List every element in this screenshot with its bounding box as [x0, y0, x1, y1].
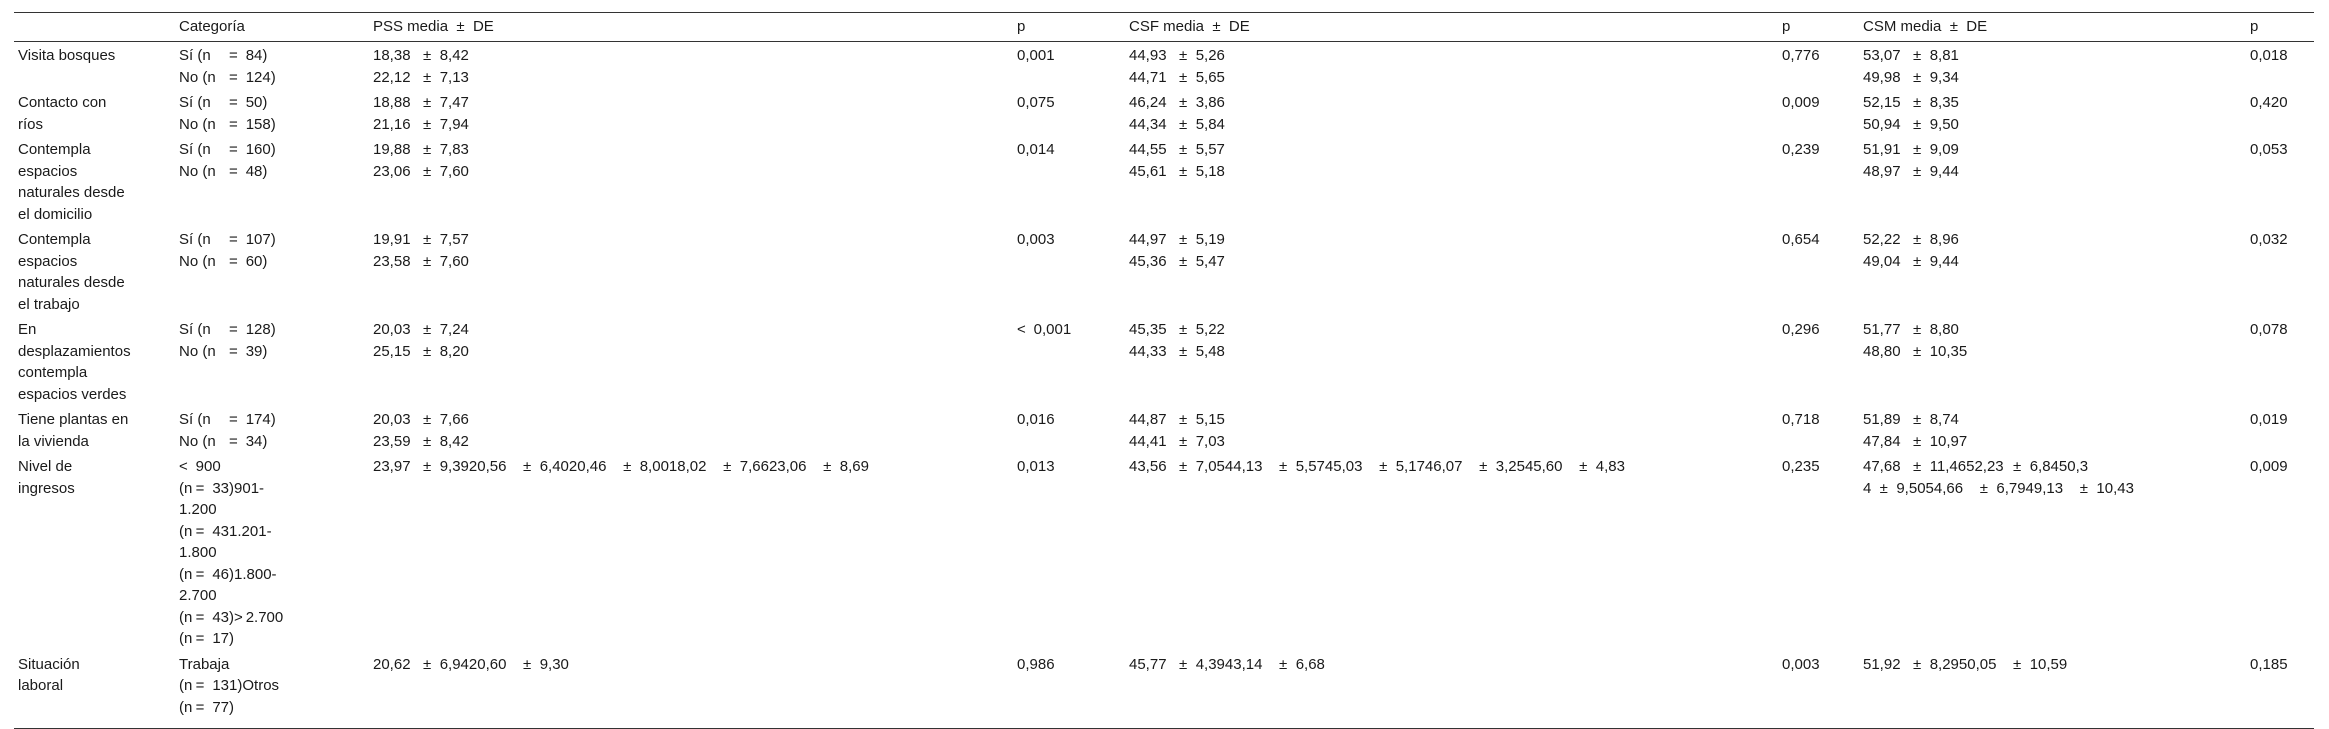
cell-pss: [369, 42, 1013, 91]
cell-variable: [14, 652, 175, 729]
cell-p-csf-line: 0,003: [1782, 655, 1820, 673]
cell-p-csm-line: 0,009: [2250, 458, 2288, 475]
cell-csf-line: 45,77 ± 4,3943,14 ± 6,68: [1129, 655, 1325, 673]
cell-pss-line: 18,88 ± 7,47: [373, 94, 469, 111]
cell-categoria: [175, 317, 369, 407]
cell-variable-line: En: [18, 321, 37, 338]
cell-variable-line: Contempla: [18, 231, 91, 248]
cell-csm-line: 52,22 ± 8,96: [1863, 231, 1959, 248]
header-p-pss: p: [1013, 13, 1125, 42]
cell-categoria-line: Sí (n = 107): [179, 231, 276, 248]
cell-variable-line: Situación: [18, 655, 80, 673]
cell-pss-line: 23,06 ± 7,60: [373, 162, 469, 180]
header-pss: PSS media ± DE: [369, 13, 1013, 42]
cell-categoria-line: No (n = 124): [179, 68, 276, 86]
cell-csf-line: 44,87 ± 5,15: [1129, 411, 1225, 428]
cell-csm-line: 50,94 ± 9,50: [1863, 115, 1959, 133]
cell-csm-line: 51,77 ± 8,80: [1863, 321, 1959, 338]
cell-categoria-line: Sí (n = 160): [179, 141, 276, 158]
cell-p-pss: [1013, 90, 1125, 137]
cell-p-pss-line: 0,003: [1017, 231, 1055, 248]
cell-p-pss: [1013, 137, 1125, 227]
cell-pss: [369, 90, 1013, 137]
cell-pss-line: 23,58 ± 7,60: [373, 252, 469, 270]
header-variable: [14, 13, 175, 42]
cell-categoria-line: No (n = 48): [179, 162, 268, 180]
cell-csm-line: 49,98 ± 9,34: [1863, 68, 1959, 86]
cell-categoria-line: No (n = 60): [179, 252, 268, 270]
cell-csm-line: 53,07 ± 8,81: [1863, 47, 1959, 64]
cell-p-csf: [1778, 90, 1859, 137]
cell-csf: [1125, 454, 1778, 652]
cell-variable-line: Nivel de: [18, 458, 73, 475]
header-row: [14, 13, 2314, 42]
cell-categoria-line: (n = 46)1.800-: [179, 565, 277, 583]
cell-variable-line: espacios: [18, 162, 78, 180]
cell-csf-line: 43,56 ± 7,0544,13 ± 5,5745,03 ± 5,1746,07 ± 3,2545,60 ± 4,83: [1129, 458, 1625, 475]
cell-csm: [1859, 90, 2246, 137]
cell-p-csf-line: 0,776: [1782, 47, 1820, 64]
cell-p-csm: [2246, 317, 2314, 407]
cell-p-csf-line: 0,296: [1782, 321, 1820, 338]
table-row: [14, 137, 2314, 227]
cell-variable-line: espacios: [18, 252, 78, 270]
cell-csf-line: 45,61 ± 5,18: [1129, 162, 1225, 180]
cell-p-csf: [1778, 42, 1859, 91]
cell-categoria-line: Sí (n = 50): [179, 94, 268, 111]
table-row: [14, 454, 2314, 652]
cell-csf-line: 45,35 ± 5,22: [1129, 321, 1225, 338]
cell-pss: [369, 227, 1013, 317]
cell-csf: [1125, 90, 1778, 137]
table-row: [14, 42, 2314, 91]
cell-p-csf-line: 0,239: [1782, 141, 1820, 158]
cell-p-pss: [1013, 227, 1125, 317]
cell-csm-line: 48,97 ± 9,44: [1863, 162, 1959, 180]
cell-variable-line: Contacto con: [18, 94, 107, 111]
cell-p-csm: [2246, 652, 2314, 729]
cell-csf: [1125, 652, 1778, 729]
table-row: [14, 227, 2314, 317]
cell-csm: [1859, 227, 2246, 317]
cell-p-csf: [1778, 407, 1859, 454]
cell-variable: [14, 90, 175, 137]
cell-variable-line: desplazamientos: [18, 342, 131, 360]
cell-p-csm-line: 0,185: [2250, 655, 2288, 673]
cell-p-csm-line: 0,032: [2250, 231, 2288, 248]
cell-p-csm-line: 0,019: [2250, 411, 2288, 428]
cell-categoria: [175, 407, 369, 454]
header-csf: CSF media ± DE: [1125, 13, 1778, 42]
cell-categoria-line: (n = 77): [179, 698, 235, 716]
cell-p-pss-line: 0,013: [1017, 458, 1055, 475]
cell-variable-line: el trabajo: [18, 295, 80, 313]
cell-pss-line: 18,38 ± 8,42: [373, 47, 469, 64]
cell-csf: [1125, 137, 1778, 227]
cell-csf: [1125, 317, 1778, 407]
cell-categoria-line: No (n = 34): [179, 432, 268, 450]
cell-p-csf-line: 0,235: [1782, 458, 1820, 475]
header-categoria: Categoría: [175, 13, 369, 42]
cell-categoria: [175, 90, 369, 137]
cell-csm-line: 52,15 ± 8,35: [1863, 94, 1959, 111]
cell-categoria-line: (n = 43)> 2.700: [179, 608, 284, 626]
cell-csm-line: 51,91 ± 9,09: [1863, 141, 1959, 158]
cell-variable-line: ríos: [18, 115, 44, 133]
cell-p-pss: [1013, 652, 1125, 729]
cell-variable-line: Tiene plantas en: [18, 411, 129, 428]
cell-p-pss-line: 0,075: [1017, 94, 1055, 111]
cell-categoria: [175, 227, 369, 317]
cell-variable-line: naturales desde: [18, 184, 125, 201]
cell-categoria-line: Sí (n = 84): [179, 47, 268, 64]
table-row: [14, 90, 2314, 137]
table-row: [14, 407, 2314, 454]
table-body: [14, 42, 2314, 729]
cell-pss: [369, 137, 1013, 227]
cell-variable-line: Visita bosques: [18, 47, 116, 64]
cell-categoria-line: 2.700: [179, 587, 217, 604]
cell-p-csm: [2246, 407, 2314, 454]
cell-csf-line: 44,71 ± 5,65: [1129, 68, 1225, 86]
cell-p-csf: [1778, 227, 1859, 317]
cell-variable: [14, 42, 175, 91]
cell-p-pss: [1013, 454, 1125, 652]
cell-p-pss-line: 0,014: [1017, 141, 1055, 158]
cell-csm: [1859, 652, 2246, 729]
cell-p-csm: [2246, 42, 2314, 91]
cell-variable: [14, 137, 175, 227]
cell-csf: [1125, 42, 1778, 91]
cell-p-csm: [2246, 227, 2314, 317]
cell-p-pss-line: 0,986: [1017, 655, 1055, 673]
cell-p-pss: [1013, 42, 1125, 91]
cell-csf-line: 46,24 ± 3,86: [1129, 94, 1225, 111]
cell-variable: [14, 317, 175, 407]
cell-csm: [1859, 42, 2246, 91]
table-container: [14, 12, 2314, 729]
cell-p-pss-line: 0,001: [1017, 47, 1055, 64]
cell-p-pss-line: 0,016: [1017, 411, 1055, 428]
cell-categoria-line: (n = 131)Otros: [179, 677, 280, 694]
cell-csm-line: 49,04 ± 9,44: [1863, 252, 1959, 270]
cell-csf-line: 44,93 ± 5,26: [1129, 47, 1225, 64]
header-p-csm: p: [2246, 13, 2314, 42]
cell-csf-line: 44,41 ± 7,03: [1129, 432, 1225, 450]
cell-csf: [1125, 227, 1778, 317]
cell-p-csm-line: 0,078: [2250, 321, 2288, 338]
cell-p-csm: [2246, 90, 2314, 137]
cell-categoria: [175, 454, 369, 652]
cell-p-csf: [1778, 137, 1859, 227]
cell-csm-line: 47,68 ± 11,4652,23 ± 6,8450,3: [1863, 458, 2089, 475]
cell-categoria-line: (n = 431.201-: [179, 522, 272, 540]
cell-categoria-line: < 900: [179, 458, 221, 475]
cell-pss-line: 19,91 ± 7,57: [373, 231, 469, 248]
cell-categoria: [175, 137, 369, 227]
cell-p-csf: [1778, 454, 1859, 652]
cell-categoria-line: (n = 17): [179, 630, 235, 647]
table-row: [14, 317, 2314, 407]
cell-p-pss-line: < 0,001: [1017, 321, 1072, 338]
cell-csf-line: 45,36 ± 5,47: [1129, 252, 1225, 270]
cell-pss-line: 22,12 ± 7,13: [373, 68, 469, 86]
cell-pss-line: 25,15 ± 8,20: [373, 342, 469, 360]
cell-p-csf: [1778, 317, 1859, 407]
cell-categoria-line: Sí (n = 128): [179, 321, 276, 338]
cell-p-csf: [1778, 652, 1859, 729]
cell-pss-line: 23,59 ± 8,42: [373, 432, 469, 450]
header-p-csf: p: [1778, 13, 1859, 42]
cell-csm-line: 47,84 ± 10,97: [1863, 432, 1968, 450]
cell-variable-line: contempla: [18, 364, 88, 381]
cell-p-pss: [1013, 317, 1125, 407]
cell-p-csm-line: 0,018: [2250, 47, 2288, 64]
cell-variable-line: laboral: [18, 677, 64, 694]
cell-pss: [369, 652, 1013, 729]
cell-variable-line: naturales desde: [18, 274, 125, 291]
cell-variable-line: ingresos: [18, 479, 75, 497]
cell-variable-line: la vivienda: [18, 432, 89, 450]
cell-categoria: [175, 652, 369, 729]
cell-p-csf-line: 0,654: [1782, 231, 1820, 248]
cell-categoria-line: 1.800: [179, 544, 217, 561]
cell-csm: [1859, 407, 2246, 454]
cell-csm-line: 4 ± 9,5054,66 ± 6,7949,13 ± 10,43: [1863, 479, 2134, 497]
cell-pss-line: 20,62 ± 6,9420,60 ± 9,30: [373, 655, 569, 673]
cell-csf-line: 44,33 ± 5,48: [1129, 342, 1225, 360]
cell-csm: [1859, 454, 2246, 652]
cell-pss-line: 23,97 ± 9,3920,56 ± 6,4020,46 ± 8,0018,02 ± 7,6623,06 ± 8,69: [373, 458, 869, 475]
cell-csf-line: 44,97 ± 5,19: [1129, 231, 1225, 248]
cell-p-csf-line: 0,718: [1782, 411, 1820, 428]
cell-csm: [1859, 137, 2246, 227]
cell-variable-line: el domicilio: [18, 205, 93, 223]
cell-categoria-line: No (n = 39): [179, 342, 268, 360]
cell-variable: [14, 407, 175, 454]
cell-csf: [1125, 407, 1778, 454]
cell-variable: [14, 227, 175, 317]
cell-categoria-line: No (n = 158): [179, 115, 276, 133]
cell-variable-line: Contempla: [18, 141, 91, 158]
cell-p-pss: [1013, 407, 1125, 454]
cell-categoria-line: Trabaja: [179, 655, 230, 673]
cell-pss: [369, 454, 1013, 652]
cell-categoria-line: (n = 33)901-: [179, 479, 265, 497]
cell-pss-line: 20,03 ± 7,24: [373, 321, 469, 338]
cell-categoria-line: Sí (n = 174): [179, 411, 276, 428]
cell-categoria-line: 1.200: [179, 501, 217, 518]
cell-csm: [1859, 317, 2246, 407]
header-csm: CSM media ± DE: [1859, 13, 2246, 42]
results-table: [14, 12, 2314, 729]
cell-variable-line: espacios verdes: [18, 385, 127, 403]
cell-csf-line: 44,55 ± 5,57: [1129, 141, 1225, 158]
cell-pss: [369, 407, 1013, 454]
cell-csm-line: 51,92 ± 8,2950,05 ± 10,59: [1863, 655, 2068, 673]
cell-csm-line: 51,89 ± 8,74: [1863, 411, 1959, 428]
cell-pss-line: 19,88 ± 7,83: [373, 141, 469, 158]
cell-p-csm: [2246, 454, 2314, 652]
cell-csm-line: 48,80 ± 10,35: [1863, 342, 1968, 360]
cell-p-csm: [2246, 137, 2314, 227]
cell-categoria: [175, 42, 369, 91]
cell-pss-line: 20,03 ± 7,66: [373, 411, 469, 428]
cell-csf-line: 44,34 ± 5,84: [1129, 115, 1225, 133]
cell-pss-line: 21,16 ± 7,94: [373, 115, 469, 133]
cell-variable: [14, 454, 175, 652]
cell-pss: [369, 317, 1013, 407]
table-row: [14, 652, 2314, 729]
cell-p-csf-line: 0,009: [1782, 94, 1820, 111]
cell-p-csm-line: 0,420: [2250, 94, 2288, 111]
cell-p-csm-line: 0,053: [2250, 141, 2288, 158]
